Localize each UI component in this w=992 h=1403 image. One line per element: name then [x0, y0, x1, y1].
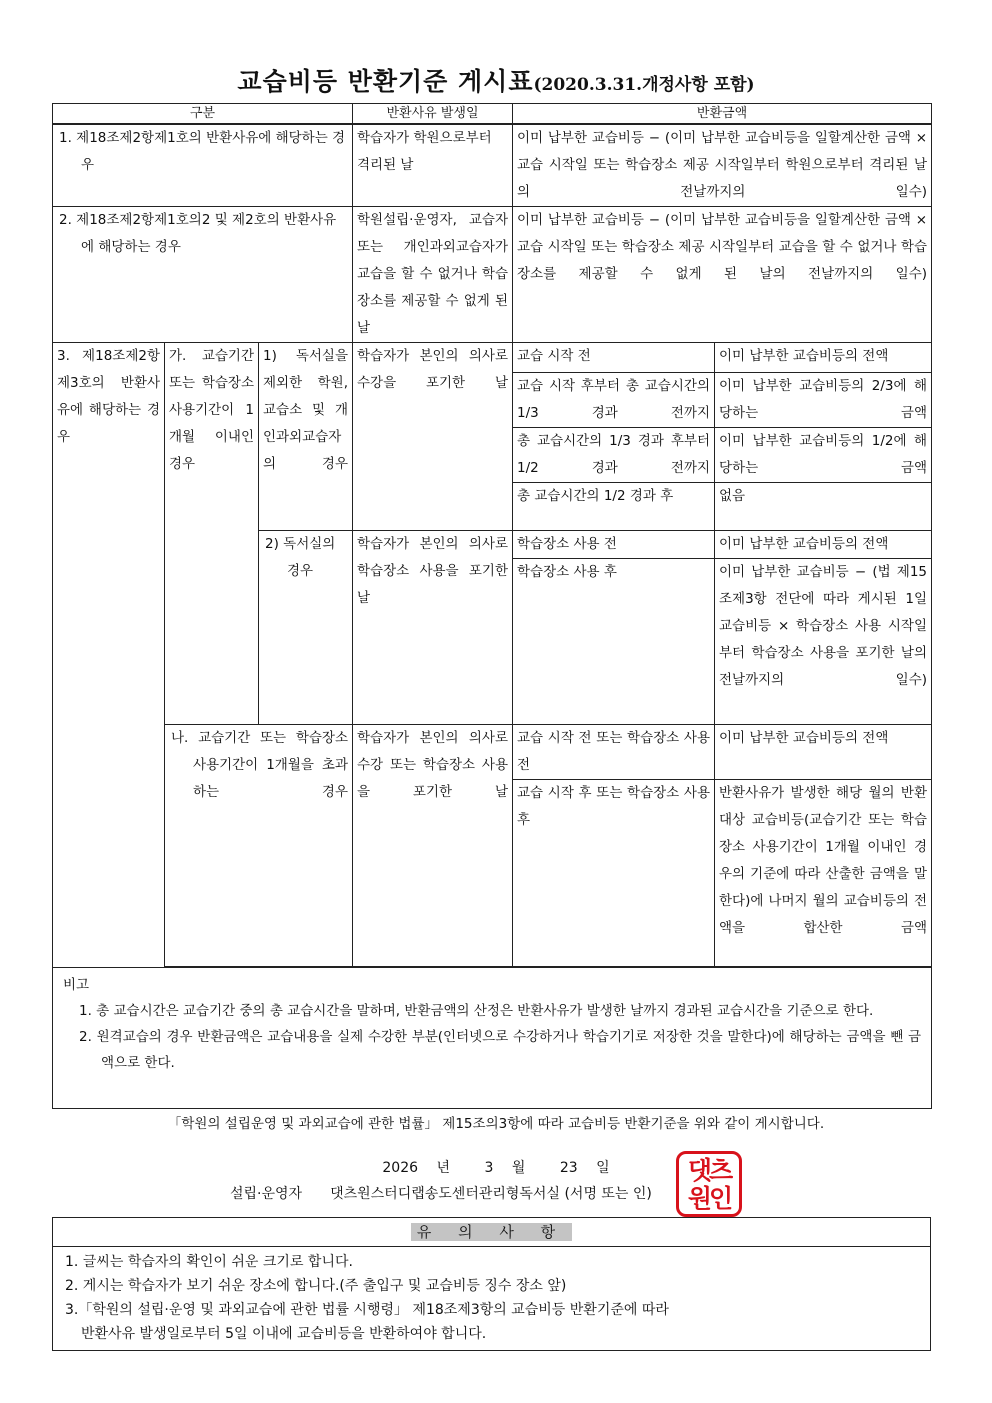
row3-sub-b-occurrence: 학습자가 본인의 의사로 수강 또는 학습장소 사용을 포기한 날: [353, 725, 513, 967]
row2-occurrence: 학원설립·운영자, 교습자 또는 개인과외교습자가 교습을 할 수 없거나 학습장소를 제공할 수 없게 된 날: [353, 207, 513, 343]
a2-amount-2: 이미 납부한 교습비등 − (법 제15조제3항 전단에 따라 게시된 1일 교습비등 × 학습장소 사용 시작일부터 학습장소 사용을 포기한 날의 전날까지의 일수): [715, 559, 932, 725]
title-main: 교습비등 반환기준 게시표: [237, 67, 534, 96]
caution-box: [52, 1217, 931, 1351]
header-occurrence: 반환사유 발생일: [353, 104, 513, 125]
row3-category: 3. 제18조제2항제3호의 반환사유에 해당하는 경우: [53, 343, 165, 968]
row1-category: 1. 제18조제2항제1호의 반환사유에 해당하는 경우: [53, 124, 353, 207]
header-amount: 반환금액: [513, 104, 932, 125]
a1-amount-4: 없음: [715, 483, 932, 531]
a2-timing-1: 학습장소 사용 전: [513, 531, 715, 559]
caution-heading: [53, 1218, 930, 1247]
caution-item-1: 1. 글씨는 학습자의 확인이 쉬운 크기로 합니다.: [65, 1254, 353, 1270]
date-month-unit: 월: [511, 1160, 526, 1176]
b-timing-1: 교습 시작 전 또는 학습장소 사용 전: [513, 725, 715, 780]
row1-amount: 이미 납부한 교습비등 − (이미 납부한 교습비등을 일할계산한 금액 × 교습 시작일 또는 학습장소 제공 시작일부터 학원으로부터 격리된 날의 전날까지의 일수): [513, 124, 932, 207]
date-day-unit: 일: [596, 1160, 610, 1176]
header-category: 구분: [53, 104, 353, 125]
a1-timing-2: 교습 시작 후부터 총 교습시간의 1/3 경과 전까지: [513, 373, 715, 428]
caution-item-2: 2. 게시는 학습자가 보기 쉬운 장소에 합니다.(주 출입구 및 교습비등 징수 장소 앞): [65, 1278, 567, 1294]
operator-sign: (서명 또는 인): [564, 1186, 652, 1202]
a2-timing-2: 학습장소 사용 후: [513, 559, 715, 725]
row3-sub-a2-label: 2) 독서실의 경우: [259, 531, 353, 725]
seal-line-1: 댓츠: [687, 1156, 731, 1185]
seal-line-2: 원인: [687, 1184, 731, 1213]
posting-date: [0, 1157, 992, 1177]
date-year-unit: 년: [436, 1160, 450, 1176]
row3-sub-a: 가. 교습기간 또는 학습장소 사용기간이 1개월 이내인 경우: [165, 343, 259, 725]
note-item-2: 2. 원격교습의 경우 반환금액은 교습내용을 실제 수강한 부분(인터넷으로 수강하거나 학습기기로 저장한 것을 말한다)에 해당하는 금액을 뺀 금액으로 한다.: [79, 1029, 922, 1071]
b-amount-1: 이미 납부한 교습비등의 전액: [715, 725, 932, 780]
a1-amount-3: 이미 납부한 교습비등의 1/2에 해당하는 금액: [715, 428, 932, 483]
notes-row: [53, 968, 932, 1109]
row3-sub-a1-label: 1) 독서실을 제외한 학원, 교습소 및 개인과외교습자의 경우: [259, 343, 353, 531]
red-seal-stamp: [676, 1151, 742, 1217]
b-amount-2: 반환사유가 발생한 해당 월의 반환 대상 교습비등(교습기간 또는 학습장소 사용기간이 1개월 이내인 경우의 기준에 따라 산출한 금액을 말한다)에 나머지 월의 교습비등의 전액을 합산한 금액: [715, 780, 932, 967]
operator-role: 설립·운영자: [230, 1186, 303, 1202]
a1-timing-4: 총 교습시간의 1/2 경과 후: [513, 483, 715, 531]
row1-occurrence: 학습자가 학원으로부터 격리된 날: [353, 124, 513, 207]
b-timing-2: 교습 시작 후 또는 학습장소 사용 후: [513, 780, 715, 967]
table-header-row: [53, 104, 932, 125]
notes-heading: 비고: [63, 977, 90, 993]
date-year: 2026: [382, 1160, 419, 1176]
table-row: [53, 124, 932, 207]
refund-criteria-table: [52, 103, 932, 1109]
note-item-1: 1. 총 교습시간은 교습기간 중의 총 교습시간을 말하며, 반환금액의 산정은 반환사유가 발생한 날까지 경과된 교습시간을 기준으로 한다.: [79, 1003, 874, 1019]
row3-sub-a2-occurrence: 학습자가 본인의 의사로 학습장소 사용을 포기한 날: [353, 531, 513, 725]
notes-cell: [53, 968, 932, 1109]
a1-amount-2: 이미 납부한 교습비등의 2/3에 해당하는 금액: [715, 373, 932, 428]
a1-amount-1: 이미 납부한 교습비등의 전액: [715, 343, 932, 373]
row3-sub-a1-occurrence: 학습자가 본인의 의사로 수강을 포기한 날: [353, 343, 513, 531]
title-sub: (2020.3.31.개정사항 포함): [533, 75, 755, 95]
row2-amount: 이미 납부한 교습비등 − (이미 납부한 교습비등을 일할계산한 금액 × 교습 시작일 또는 학습장소 제공 시작일부터 교습을 할 수 없거나 학습장소를 제공할 수 없게 된 날의 전날까지의 일수): [513, 207, 932, 343]
operator-name: 댓츠원스터디랩송도센터관리형독서실: [330, 1186, 560, 1202]
date-day: 23: [559, 1160, 578, 1176]
table-row: [53, 207, 932, 343]
caution-item-3: 3.「학원의 설립·운영 및 과외교습에 관한 법률 시행령」 제18조제3항의 교습비등 반환기준에 따라: [65, 1302, 669, 1318]
a1-timing-3: 총 교습시간의 1/3 경과 후부터 1/2 경과 전까지: [513, 428, 715, 483]
row2-category: 2. 제18조제2항제1호의2 및 제2호의 반환사유에 해당하는 경우: [53, 207, 353, 343]
legal-statement: 「학원의 설립운영 및 과외교습에 관한 법률」 제15조의3항에 따라 교습비등 반환기준을 위와 같이 게시합니다.: [167, 1116, 825, 1132]
page-title: [0, 62, 992, 98]
row3-sub-b-label: 나. 교습기간 또는 학습장소 사용기간이 1개월을 초과하는 경우: [165, 725, 353, 967]
caution-item-3-cont: 반환사유 발생일로부터 5일 이내에 교습비등을 반환하여야 합니다.: [81, 1326, 487, 1342]
operator-line: [230, 1183, 652, 1203]
caution-heading-text: 유 의 사 항: [411, 1223, 572, 1241]
table-row: [53, 343, 932, 373]
date-month: 3: [484, 1160, 494, 1176]
caution-list: [53, 1247, 930, 1350]
table-row: [53, 725, 932, 780]
a2-amount-1: 이미 납부한 교습비등의 전액: [715, 531, 932, 559]
a1-timing-1: 교습 시작 전: [513, 343, 715, 373]
